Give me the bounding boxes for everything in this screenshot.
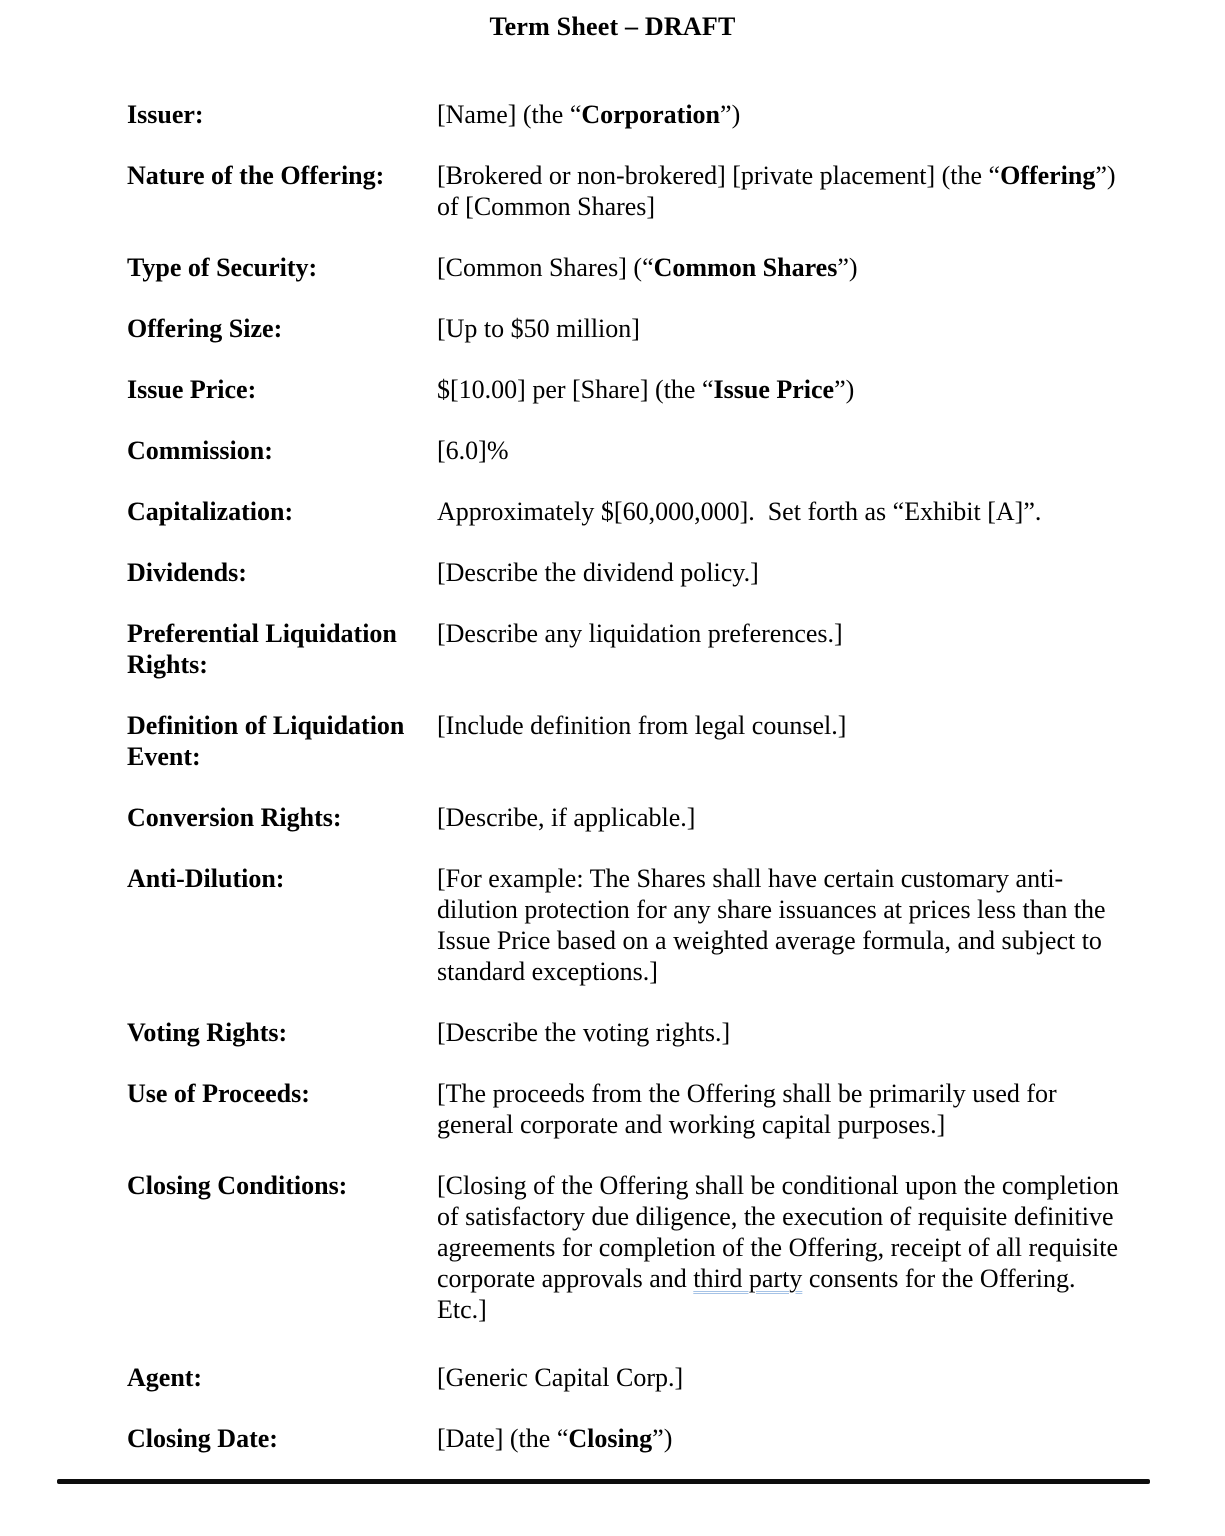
term-label: Issue Price:	[127, 375, 257, 404]
term-label: Voting Rights:	[127, 1018, 288, 1047]
term-label: Preferential Liquidation Rights:	[127, 619, 397, 679]
term-label: Closing Date:	[127, 1424, 278, 1453]
term-label: Conversion Rights:	[127, 803, 342, 832]
term-row	[127, 863, 1125, 987]
term-row	[127, 435, 1125, 466]
term-label: Anti-Dilution:	[127, 864, 285, 893]
term-value: Approximately $[60,000,000]. Set forth as “Exhibit [A]”.	[437, 497, 1042, 526]
term-label: Dividends:	[127, 558, 247, 587]
term-row	[127, 99, 1125, 130]
term-label: Commission:	[127, 436, 273, 465]
term-label: Type of Security:	[127, 253, 318, 282]
term-value: [6.0]%	[437, 436, 509, 465]
term-value: [Brokered or non-brokered] [private placement] (the “Offering”) of [Common Shares]	[437, 161, 1123, 221]
term-value: [For example: The Shares shall have certain customary anti-dilution protection for any share issuances at prices less than the Issue Price based on a weighted average formula, and subject to standard exceptions.]	[437, 864, 1113, 986]
term-row	[127, 496, 1125, 527]
term-row	[127, 710, 1125, 772]
term-row	[127, 374, 1125, 405]
term-row	[127, 618, 1125, 680]
term-value: [Name] (the “Corporation”)	[437, 100, 741, 129]
term-row	[127, 557, 1125, 588]
term-label: Closing Conditions:	[127, 1171, 348, 1200]
term-value: [Closing of the Offering shall be conditional upon the completion of satisfactory due diligence, the execution of requisite definitive agreements for completion of the Offering, receipt of all requisite corporate approvals and third party consents for the Offering. Etc.]	[437, 1171, 1126, 1324]
bottom-rule	[57, 1479, 1150, 1484]
term-rows	[0, 99, 1225, 1454]
term-value: [Describe any liquidation preferences.]	[437, 619, 843, 648]
term-value: [Describe the voting rights.]	[437, 1018, 731, 1047]
term-label: Offering Size:	[127, 314, 283, 343]
term-row	[127, 160, 1125, 222]
term-row	[127, 313, 1125, 344]
term-value: [Include definition from legal counsel.]	[437, 711, 847, 740]
term-label: Agent:	[127, 1363, 203, 1392]
term-label: Use of Proceeds:	[127, 1079, 310, 1108]
term-value: [Describe the dividend policy.]	[437, 558, 759, 587]
term-label: Nature of the Offering:	[127, 161, 385, 190]
term-value: [Date] (the “Closing”)	[437, 1424, 673, 1453]
term-row	[127, 802, 1125, 833]
term-row	[127, 252, 1125, 283]
term-label: Definition of Liquidation Event:	[127, 711, 405, 771]
term-label: Capitalization:	[127, 497, 294, 526]
term-row	[127, 1078, 1125, 1140]
term-value: [Generic Capital Corp.]	[437, 1363, 684, 1392]
grammar-flagged-text: third party	[693, 1264, 803, 1293]
term-label: Issuer:	[127, 100, 204, 129]
page-title: Term Sheet – DRAFT	[489, 12, 736, 41]
term-value: [Up to $50 million]	[437, 314, 640, 343]
term-row	[127, 1017, 1125, 1048]
term-value: $[10.00] per [Share] (the “Issue Price”)	[437, 375, 855, 404]
term-row	[127, 1170, 1125, 1325]
term-value: [The proceeds from the Offering shall be primarily used for general corporate and working capital purposes.]	[437, 1079, 1064, 1139]
term-value: [Describe, if applicable.]	[437, 803, 696, 832]
term-row	[127, 1423, 1125, 1454]
term-row	[127, 1362, 1125, 1393]
term-value: [Common Shares] (“Common Shares”)	[437, 253, 858, 282]
